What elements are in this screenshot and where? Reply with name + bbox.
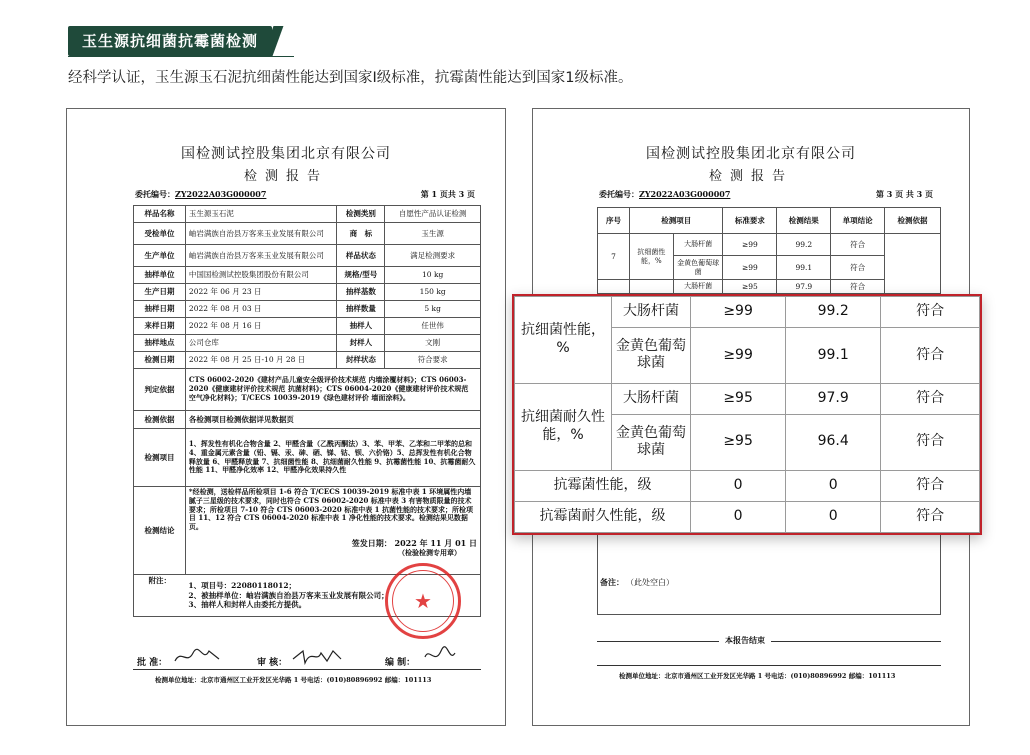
footer-address: 检测单位地址：北京市通州区工业开发区光华路 1 号电话：(010)80896992 邮编：101113	[155, 676, 432, 684]
info-value: 自愿性产品认证检测	[385, 206, 481, 223]
info-value: 岫岩满族自治县万客来玉业发展有限公司	[185, 245, 336, 267]
entrust-number: 委托编号：ZY2022A03G000007	[135, 189, 267, 199]
report-subtitle: 检测报告	[708, 169, 793, 184]
zoom-req: 0	[691, 470, 786, 501]
zoom-res: 96.4	[786, 414, 881, 470]
intro-text: 经科学认证，玉生源玉石泥抗细菌性能达到国家I级标准，抗霉菌性能达到国家1级标准。	[68, 70, 633, 86]
approve-label: 批 准：	[137, 658, 168, 668]
info-value: 2022 年 08 月 25 日-10 月 28 日	[185, 352, 336, 369]
results-table	[597, 207, 941, 294]
header-req: 标准要求	[723, 208, 777, 234]
info-row	[134, 206, 481, 223]
info-value: 2022 年 08 月 16 日	[185, 318, 336, 335]
info-label: 样品状态	[337, 245, 385, 267]
footer-divider	[597, 665, 941, 666]
page-number: 第 3 页 共 3 页	[875, 189, 933, 199]
info-value: 任世伟	[385, 318, 481, 335]
company-name: 国检测试控股集团北京有限公司	[181, 146, 391, 162]
sub-con: 符合	[831, 234, 885, 256]
zoom-req: ≥95	[691, 414, 786, 470]
info-label: 抽样地点	[134, 335, 186, 352]
sub-name: 大肠杆菌	[673, 280, 723, 294]
sub-name: 大肠杆菌	[673, 234, 723, 256]
approve-signature	[173, 645, 223, 667]
zoom-req: ≥95	[691, 383, 786, 414]
sub-req: ≥99	[723, 234, 777, 256]
zoom-res: 99.1	[786, 328, 881, 384]
sub-res: 99.1	[777, 256, 831, 280]
zoom-con: 符合	[881, 383, 980, 414]
info-value: 5 kg	[385, 301, 481, 318]
info-label: 生产日期	[134, 284, 186, 301]
row-no: 7	[598, 234, 630, 280]
company-name: 国检测试控股集团北京有限公司	[646, 146, 856, 162]
report-end: 本报告结束	[719, 635, 771, 646]
sub-con: 符合	[831, 280, 885, 294]
zoom-sub: 大肠杆菌	[612, 297, 691, 328]
conclusion-text: *经检测，送检样品所检项目 1-6 符合 T/CECS 10039-2019 标准中表 1 环境属性内墙腻子三星级的技术要求，同时也符合 CTS 06002-2020 标准中表 3 有害物质限量的技术要求；所检项目 7-10 符合 CTS 06003-2020 标准中表 1 抗菌性能的技术要求；所检项目 11、12 符合 CTS 06004-2020 标准中表 1 净化性能的技术要求。检测结果见数据页。 签发日期： 2022 年 11 月 01 日 （检验检测专用章）	[185, 487, 480, 575]
info-label: 规格/型号	[337, 267, 385, 284]
zoom-row	[515, 501, 980, 532]
items-text: 1、挥发性有机化合物含量 2、甲醛含量（乙酰丙酮法）3、苯、甲苯、乙苯和二甲苯的总和 4、重金属元素含量（铅、镉、汞、砷、硒、锑、钴、钡、六价铬）5、总挥发性有机化合物释放量 6、甲醛释放量 7、抗细菌性能 8、抗细菌耐久性能 9、抗霉菌性能 10、抗霉菌耐久性能 11、甲醛净化效率 12、甲醛净化效果持久性	[185, 429, 480, 487]
info-label: 商 标	[337, 223, 385, 245]
header-conclusion: 单项结论	[831, 208, 885, 234]
zoom-req: 0	[691, 501, 786, 532]
basis-text: CTS 06002-2020《建材产品儿童安全级评价技术规范 内墙涂覆材料》；CTS 06003-2020《健康建材评价技术规范 抗菌材料》；CTS 06004-2020《健康建材评价技术规范 空气净化材料》；T/CECS 10039-2019《绿色建材评价 墙面涂料》。	[185, 369, 480, 411]
conclusion-label: 检测结论	[134, 487, 186, 575]
compile-label: 编 制：	[385, 658, 416, 668]
row-item: 抗细菌性能，%	[629, 234, 673, 280]
notes-text: 1、项目号：22080118012； 2、被抽样单位：岫岩满族自治县万客来玉业发展有限公司； 3、抽样人和封样人由委托方提供。	[185, 575, 480, 617]
info-row	[134, 223, 481, 245]
zoom-results-table	[512, 294, 982, 535]
page-number: 第 1 页共 3 页	[420, 189, 475, 199]
info-value: 公司仓库	[185, 335, 336, 352]
official-stamp: ★	[385, 563, 461, 639]
info-label: 抽样单位	[134, 267, 186, 284]
header-result: 检测结果	[777, 208, 831, 234]
info-value: 符合要求	[385, 352, 481, 369]
zoom-con: 符合	[881, 501, 980, 532]
footer-address: 检测单位地址：北京市通州区工业开发区光华路 1 号电话：(010)80896992 邮编：101113	[619, 672, 896, 680]
basis-label: 判定依据	[134, 369, 186, 411]
items-label: 检测项目	[134, 429, 186, 487]
zoom-req: ≥99	[691, 328, 786, 384]
info-label: 检测类别	[337, 206, 385, 223]
zoom-sub: 金黄色葡萄球菌	[612, 328, 691, 384]
info-value: 文刚	[385, 335, 481, 352]
sub-req: ≥95	[723, 280, 777, 294]
info-value: 满足检测要求	[385, 245, 481, 267]
info-label: 抽样日期	[134, 301, 186, 318]
zoom-res: 0	[786, 470, 881, 501]
info-row	[134, 267, 481, 284]
zoom-row	[515, 297, 980, 328]
info-row	[134, 352, 481, 369]
info-label: 抽样基数	[337, 284, 385, 301]
zoom-item: 抗细菌性能，%	[515, 297, 612, 384]
info-value: 10 kg	[385, 267, 481, 284]
notes-label: 附注：	[134, 575, 186, 617]
info-row	[134, 301, 481, 318]
basis2-label: 检测依据	[134, 411, 186, 429]
info-label: 受检单位	[134, 223, 186, 245]
zoom-con: 符合	[881, 414, 980, 470]
review-signature	[291, 645, 351, 667]
info-row	[134, 284, 481, 301]
zoom-con: 符合	[881, 328, 980, 384]
header-no: 序号	[598, 208, 630, 234]
info-label: 生产单位	[134, 245, 186, 267]
info-value: 玉生源	[385, 223, 481, 245]
header-item: 检测项目	[629, 208, 723, 234]
header-basis: 检测依据	[885, 208, 941, 234]
zoom-item: 抗细菌耐久性能，%	[515, 383, 612, 470]
sub-con: 符合	[831, 256, 885, 280]
basis-cell	[885, 234, 941, 294]
zoom-res: 97.9	[786, 383, 881, 414]
info-value: 玉生源玉石泥	[185, 206, 336, 223]
zoom-item: 抗霉菌耐久性能，级	[515, 501, 691, 532]
zoom-sub: 金黄色葡萄球菌	[612, 414, 691, 470]
info-value: 2022 年 06 月 23 日	[185, 284, 336, 301]
info-row	[134, 318, 481, 335]
info-value: 中国国检测试控股集团股份有限公司	[185, 267, 336, 284]
report-page-1	[66, 108, 506, 726]
sub-res: 97.9	[777, 280, 831, 294]
sign-date: 签发日期： 2022 年 11 月 01 日	[351, 537, 477, 548]
info-value: 2022 年 08 月 03 日	[185, 301, 336, 318]
info-row	[134, 245, 481, 267]
info-label: 封样人	[337, 335, 385, 352]
info-value: 150 kg	[385, 284, 481, 301]
zoom-res: 99.2	[786, 297, 881, 328]
zoom-con: 符合	[881, 297, 980, 328]
compile-signature	[423, 645, 459, 667]
zoom-res: 0	[786, 501, 881, 532]
info-value: 岫岩满族自治县万客来玉业发展有限公司	[185, 223, 336, 245]
section-tag: 玉生源抗细菌抗霉菌检测	[68, 26, 272, 56]
zoom-row	[515, 470, 980, 501]
zoom-row	[515, 383, 980, 414]
sub-req: ≥99	[723, 256, 777, 280]
info-label: 抽样数量	[337, 301, 385, 318]
entrust-number: 委托编号：ZY2022A03G000007	[599, 189, 731, 199]
zoom-con: 符合	[881, 470, 980, 501]
sub-res: 99.2	[777, 234, 831, 256]
info-label: 抽样人	[337, 318, 385, 335]
basis2-text: 各检测项目检测依据详见数据页	[185, 411, 480, 429]
info-row	[134, 335, 481, 352]
review-label: 审 核：	[257, 658, 288, 668]
zoom-sub: 大肠杆菌	[612, 383, 691, 414]
info-label: 样品名称	[134, 206, 186, 223]
info-label: 检测日期	[134, 352, 186, 369]
remark: 备注： （此处空白）	[600, 577, 674, 587]
report-subtitle: 检测报告	[243, 169, 328, 184]
info-label: 来样日期	[134, 318, 186, 335]
sub-name: 金黄色葡萄球菌	[673, 256, 723, 280]
info-label: 封样状态	[337, 352, 385, 369]
footer-divider	[133, 669, 481, 670]
sign-note: （检验检测专用章）	[398, 547, 461, 557]
zoom-item: 抗霉菌性能，级	[515, 470, 691, 501]
zoom-req: ≥99	[691, 297, 786, 328]
section-underline	[68, 56, 294, 57]
info-table	[133, 205, 481, 617]
